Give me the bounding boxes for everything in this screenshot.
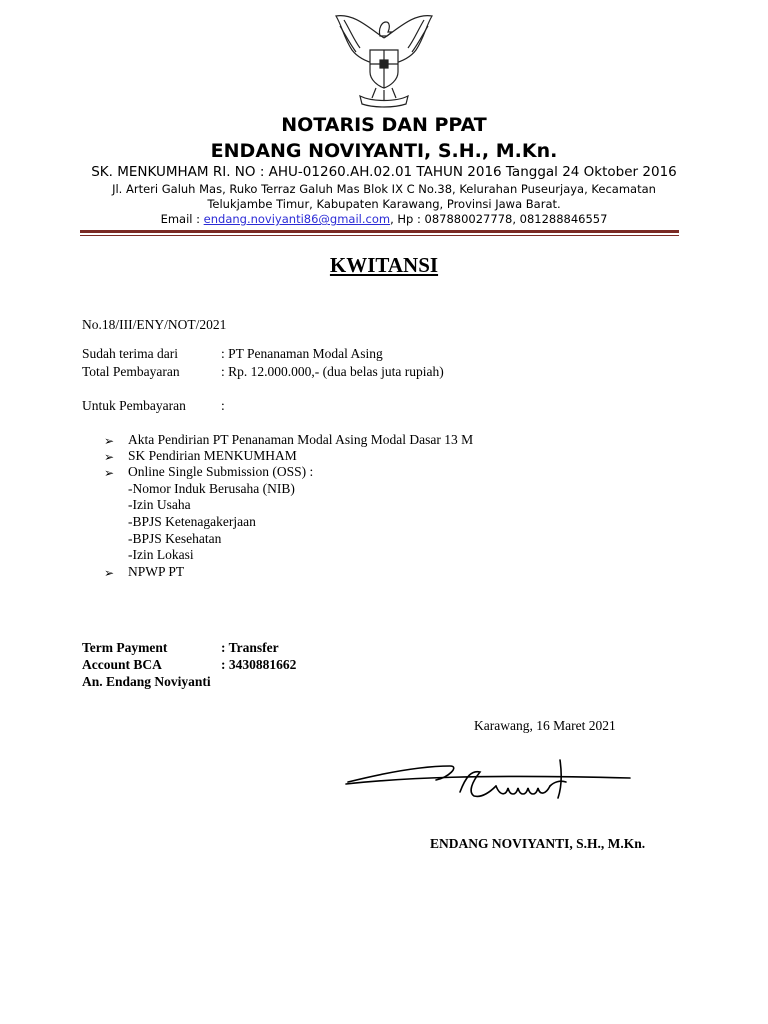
bullet-arrow-icon: ➢ [104, 434, 115, 448]
document-title: KWITANSI [329, 253, 439, 277]
contact-line [0, 212, 768, 226]
header-divider-thin [80, 235, 679, 236]
oss-subitem: -Nomor Induk Berusaha (NIB) [128, 481, 295, 496]
signatory-name: ENDANG NOVIYANTI, S.H., M.Kn. [430, 836, 646, 851]
sk-number: SK. MENKUMHAM RI. NO : AHU-01260.AH.02.01 TAHUN 2016 Tanggal 24 Oktober 2016 [91, 164, 677, 180]
list-item: Online Single Submission (OSS) : [128, 464, 314, 479]
oss-subitem: -BPJS Ketenagakerjaan [128, 514, 256, 529]
garuda-emblem-icon [324, 8, 444, 108]
signature-image [340, 752, 640, 812]
field-value-total: : Rp. 12.000.000,- (dua belas juta rupiah) [221, 364, 444, 379]
purpose-label: Untuk Pembayaran [82, 398, 186, 413]
payment-value-term: : Transfer [221, 640, 279, 655]
bullet-arrow-icon: ➢ [104, 450, 115, 464]
field-label-total: Total Pembayaran [82, 364, 180, 379]
field-label-received-from: Sudah terima dari [82, 346, 178, 361]
header-divider [80, 230, 679, 233]
oss-subitem: -BPJS Kesehatan [128, 531, 222, 546]
email-label: Email : [160, 212, 204, 226]
purpose-colon: : [221, 398, 225, 413]
oss-subitem: -Izin Usaha [128, 497, 191, 512]
field-value-received-from: : PT Penanaman Modal Asing [221, 346, 383, 361]
list-item: SK Pendirian MENKUMHAM [128, 448, 297, 463]
bullet-arrow-icon: ➢ [104, 466, 115, 480]
phone-text: , Hp : 087880027778, 081288846557 [390, 212, 608, 226]
list-item: Akta Pendirian PT Penanaman Modal Asing Modal Dasar 13 M [128, 432, 474, 447]
account-name: An. Endang Noviyanti [82, 674, 211, 689]
address-line-1: Jl. Arteri Galuh Mas, Ruko Terraz Galuh Mas Blok IX C No.38, Kelurahan Puseurjaya, Kecamatan [112, 182, 656, 196]
payment-value-account: : 3430881662 [221, 657, 297, 672]
list-item: NPWP PT [128, 564, 185, 579]
oss-subitem: -Izin Lokasi [128, 547, 194, 562]
receipt-number: No.18/III/ENY/NOT/2021 [82, 317, 227, 332]
payment-label-account: Account BCA [82, 657, 162, 672]
payment-label-term: Term Payment [82, 640, 168, 655]
bullet-arrow-icon: ➢ [104, 566, 115, 580]
address-line-2: Telukjambe Timur, Kabupaten Karawang, Provinsi Jawa Barat. [207, 197, 561, 211]
place-date: Karawang, 16 Maret 2021 [474, 718, 616, 733]
notary-name: ENDANG NOVIYANTI, S.H., M.Kn. [210, 140, 558, 162]
email-link[interactable]: endang.noviyanti86@gmail.com [203, 212, 391, 226]
office-title: NOTARIS DAN PPAT [281, 114, 487, 136]
